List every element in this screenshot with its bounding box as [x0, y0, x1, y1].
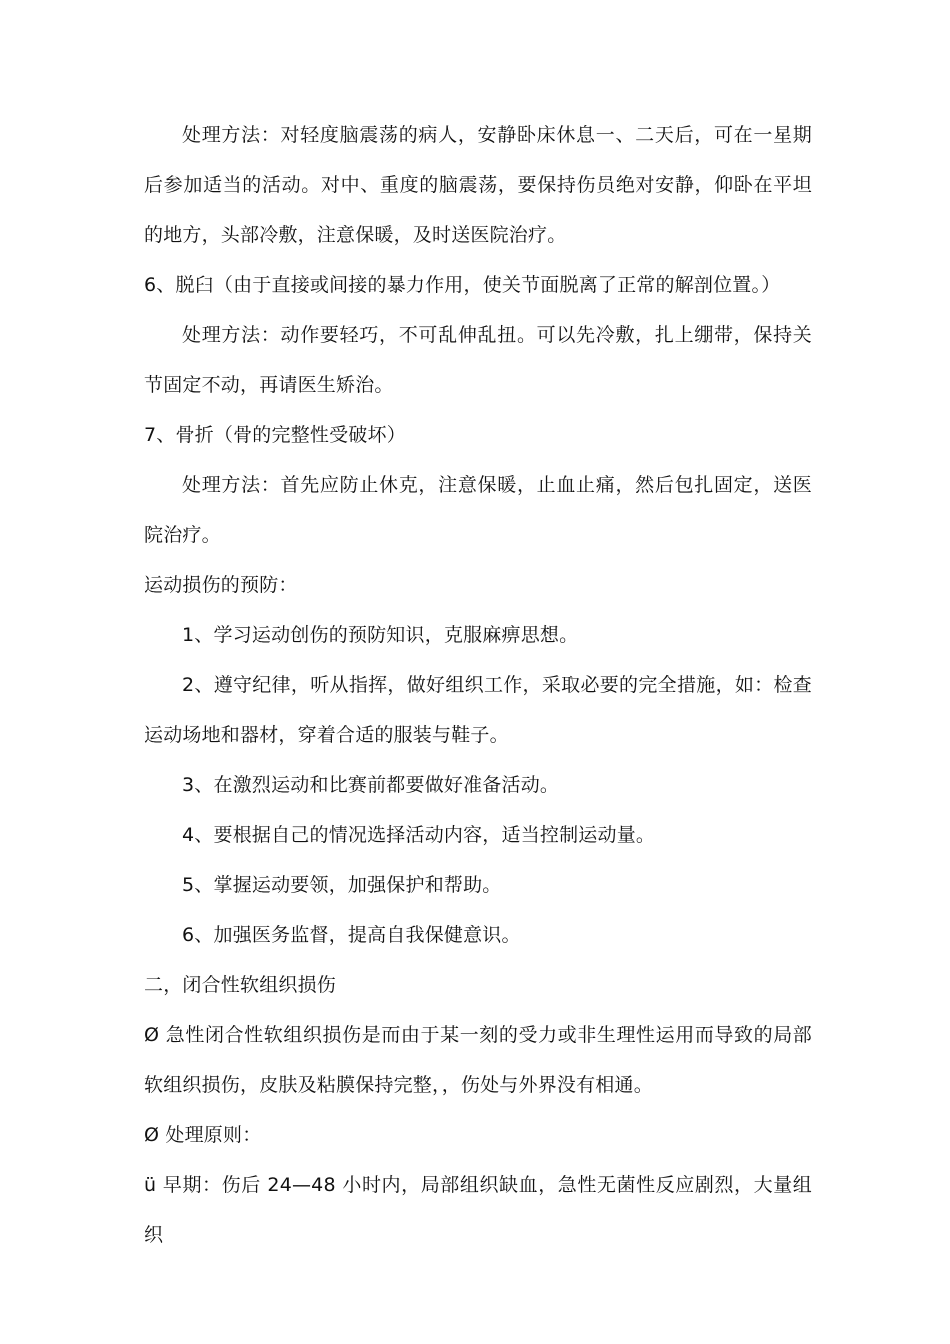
section-heading-closed-injury: 二，闭合性软组织损伤: [144, 974, 337, 996]
document-body: [144, 110, 812, 1260]
prevention-item-6: 6、加强医务监督，提高自我保健意识。: [182, 924, 521, 946]
fracture-treatment-paragraph: 处理方法：首先应防止休克，注意保暖，止血止痛，然后包扎固定，送医院治疗。: [144, 474, 812, 546]
prevention-heading: 运动损伤的预防：: [144, 574, 298, 596]
dislocation-treatment-paragraph: 处理方法：动作要轻巧，不可乱伸乱扭。可以先冷敷，扎上绷带，保持关节固定不动，再请医生矫治。: [144, 324, 812, 396]
prevention-item-3: 3、在激烈运动和比赛前都要做好准备活动。: [182, 774, 560, 796]
fracture-heading: 7、骨折（骨的完整性受破坏）: [144, 424, 406, 446]
prevention-item-2: 2、遵守纪律，听从指挥，做好组织工作，采取必要的完全措施，如：检查运动场地和器材，穿着合适的服装与鞋子。: [144, 674, 812, 746]
treatment-principle-bullet: Ø 处理原则：: [144, 1124, 262, 1146]
dislocation-heading: 6、脱臼（由于直接或间接的暴力作用，使关节面脱离了正常的解剖位置。）: [144, 274, 781, 296]
prevention-item-5: 5、掌握运动要领，加强保护和帮助。: [182, 874, 502, 896]
prevention-item-4: 4、要根据自己的情况选择活动内容，适当控制运动量。: [182, 824, 656, 846]
early-stage-bullet: ü 早期：伤后 24—48 小时内，局部组织缺血，急性无菌性反应剧烈，大量组织: [144, 1174, 812, 1246]
closed-injury-definition-bullet: Ø 急性闭合性软组织损伤是而由于某一刻的受力或非生理性运用而导致的局部软组织损伤，皮肤及粘膜保持完整，，伤处与外界没有相通。: [144, 1024, 812, 1096]
prevention-item-1: 1、学习运动创伤的预防知识，克服麻痹思想。: [182, 624, 579, 646]
concussion-treatment-paragraph: 处理方法：对轻度脑震荡的病人，安静卧床休息一、二天后，可在一星期后参加适当的活动。对中、重度的脑震荡，要保持伤员绝对安静，仰卧在平坦的地方，头部冷敷，注意保暖，及时送医院治疗。: [144, 124, 812, 246]
